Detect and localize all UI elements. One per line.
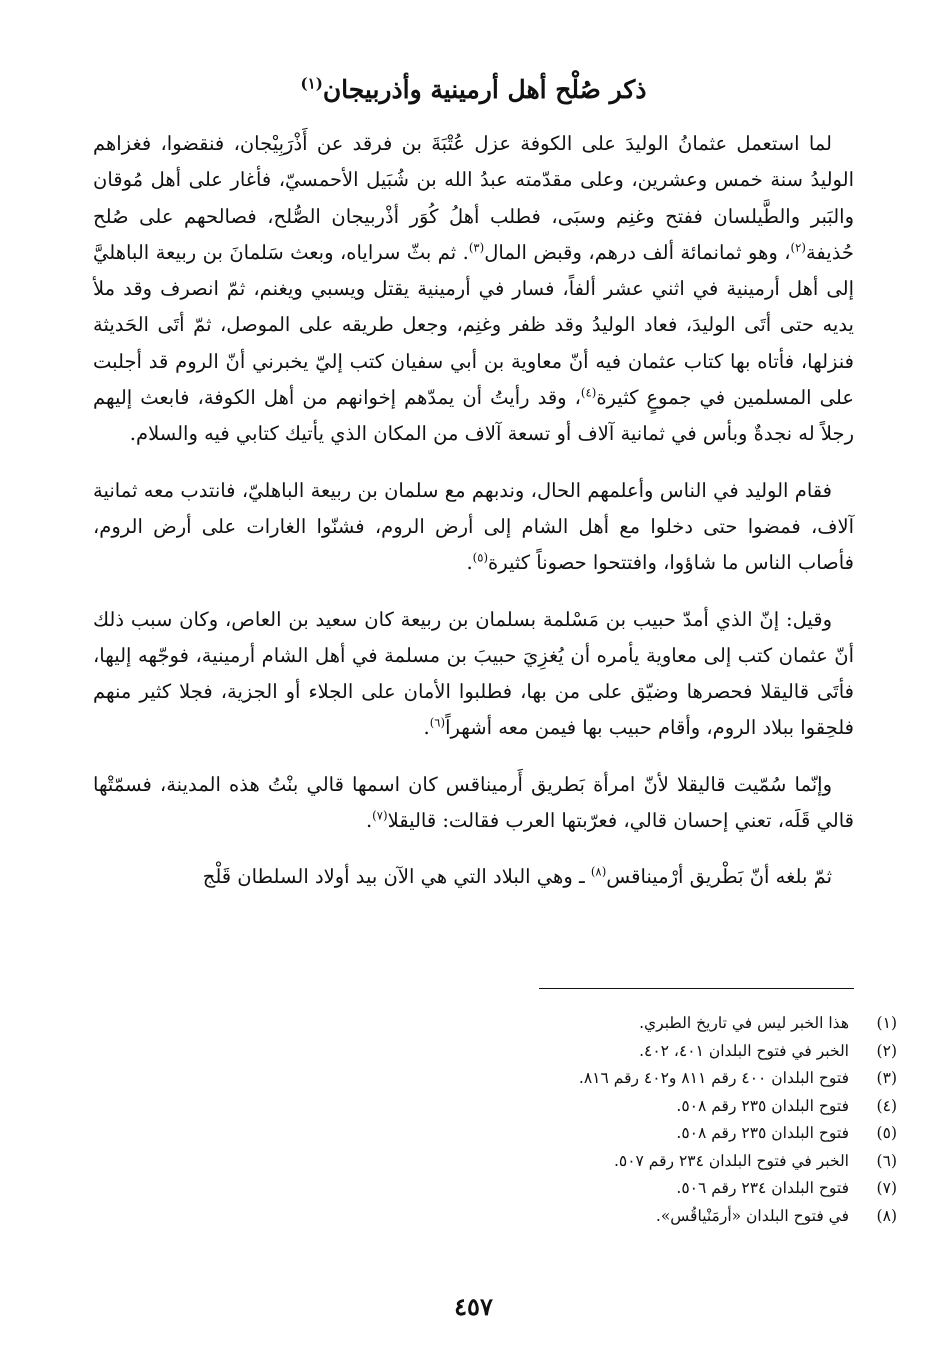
text-segment: ، وهو ثمانمائة ألف درهم، وقبض المال xyxy=(484,240,791,264)
text-segment: . ثم بثّ سراياه، وبعث سَلمانَ بن ربيعة الباهليَّ إلى أهل أرمينية في اثني عشر ألفاً، فسار في أرمينية يقتل ويسبي ويغنم، ثمّ انصرف وقد ملأ يديه حتى أتَى الوليدَ، فعاد الوليدُ وقد ظفر وغنِم، وجعل طريقه على الموصل، ثمّ أتَى الحَديثة فنزلها، فأتاه بها كتاب عثمان فيه أنّ معاوية بن أبي سفيان كتب إليّ يخبرني أنّ الروم قد أجلبت على المسلمين في جموعٍ كثيرة xyxy=(93,240,854,410)
paragraph xyxy=(93,473,854,582)
footnote-item xyxy=(93,1093,897,1121)
footnote-number: (٤) xyxy=(876,1096,897,1115)
paragraph xyxy=(93,602,854,747)
text-segment: وقيل: إنّ الذي أمدّ حبيب بن مَسْلمة بسلمان بن ربيعة كان سعيد بن العاص، وكان سبب ذلك أنّ عثمان كتب إلى معاوية يأمره أن يُغزِيَ حبيبَ بن مسلمة في أهل الشام أرمينية، فوجّهه إليها، فأتَى قاليقلا فحصرها وضيّق على من بها، فطلبوا الأمان على الجلاء أو الجزية، فجلا كثير منهم فلحِقوا ببلاد الروم، وأقام حبيب بها فيمن معه أشهراً xyxy=(93,607,854,740)
footnote-text: فتوح البلدان ٢٣٥ رقم ٥٠٨. xyxy=(676,1096,849,1115)
footnote-number: (٧) xyxy=(876,1179,897,1197)
footnote-marker: (٥) xyxy=(472,550,489,565)
paragraph xyxy=(93,859,854,895)
text-segment: وإنّما سُمّيت قاليقلا لأنّ امرأة بَطريق أَرميناقس كان اسمها قالي بنْتُ هذه المدينة، فسمّتْها قالي قَلَه، تعني إحسان قالي، فعرّبتها العرب فقالت: قاليقلا xyxy=(93,772,854,833)
body-text xyxy=(93,126,854,896)
footnote-number: (٦) xyxy=(876,1151,897,1170)
footnote-number: (٨) xyxy=(876,1206,897,1225)
text-segment: . xyxy=(365,809,373,833)
text-segment: ، وقد رأيتُ أن يمدّهم إخوانهم من أهل الكوفة، فابعث إليهم رجلاً له نجدةٌ وبأس في ثمانية آلاف أو تسعة آلاف من المكان الذي يأتيك كتابي فيه والسلام. xyxy=(93,386,854,446)
heading-footnote-marker: (١) xyxy=(300,74,323,93)
text-segment: ـ وهي البلاد التي هي الآن بيد أولاد السلطان قَلْج xyxy=(202,865,591,889)
footnote-item xyxy=(93,1175,897,1203)
footnote-number: (١) xyxy=(876,1014,897,1032)
footnote-marker: (٣) xyxy=(468,240,485,255)
text-segment: . xyxy=(423,716,430,740)
footnote-item xyxy=(93,1038,897,1066)
footnote-text: في فتوح البلدان «أرمَنْياقُس». xyxy=(655,1206,849,1225)
text-segment: . xyxy=(466,551,473,575)
footnote-marker: (٤) xyxy=(580,385,597,400)
footnote-item xyxy=(93,1120,897,1148)
footnotes-list xyxy=(93,1010,897,1230)
section-heading xyxy=(80,70,867,110)
text-segment: فقام الوليد في الناس وأعلمهم الحال، وندبهم مع سلمان بن ربيعة الباهليّ، فانتدب معه ثمانية آلاف، فمضوا حتى دخلوا مع أهل الشام إلى أرض الروم، فشنّوا الغارات على أرض الروم، فأصاب الناس ما شاؤوا، وافتتحوا حصوناً كثيرة xyxy=(93,478,854,575)
footnote-separator xyxy=(539,988,854,989)
footnote-marker: (٢) xyxy=(790,240,806,255)
text-segment: لما استعمل عثمانُ الوليدَ على الكوفة عزل عُتْبَةَ بن فرقد عن أَذْرَبِيْجان، فنقضوا، فغزاهم الوليدُ سنة خمس وعشرين، وعلى مقدّمته عبدُ الله بن شُبَيل الأحمسيّ، فأغار على أهل مُوقان والبَبر والطَّيلسان ففتح وغنِم وسبَى، فطلب أهلُ كُوَر أذْربيجان الصُّلح، فصالحهم على صُلح حُذيفة xyxy=(93,132,854,264)
paragraph xyxy=(93,126,854,453)
footnote-number: (٢) xyxy=(876,1041,897,1060)
heading-text: ذكر صُلْح أهل أرمينية وأذربيجان xyxy=(322,75,647,104)
footnote-item xyxy=(93,1148,897,1176)
footnote-marker: (٦) xyxy=(429,715,446,730)
footnote-text: هذا الخبر ليس في تاريخ الطبري. xyxy=(639,1014,849,1032)
footnote-number: (٣) xyxy=(876,1069,897,1087)
footnote-item xyxy=(93,1065,897,1093)
text-segment: ثمّ بلغه أنّ بَطْريق أرْميناقس xyxy=(606,865,832,889)
footnote-text: فتوح البلدان ٢٣٥ رقم ٥٠٨. xyxy=(676,1124,849,1142)
footnote-text: الخبر في فتوح البلدان ٤٠١، ٤٠٢. xyxy=(639,1041,849,1060)
footnote-number: (٥) xyxy=(876,1124,897,1142)
footnote-item xyxy=(93,1203,897,1231)
footnote-text: فتوح البلدان ٢٣٤ رقم ٥٠٦. xyxy=(676,1179,849,1197)
footnote-item xyxy=(93,1010,897,1038)
footnote-marker: (٨) xyxy=(590,864,607,879)
footnote-marker: (٧) xyxy=(372,808,388,823)
footnote-text: الخبر في فتوح البلدان ٢٣٤ رقم ٥٠٧. xyxy=(613,1151,849,1170)
paragraph xyxy=(93,767,854,840)
footnote-text: فتوح البلدان ٤٠٠ رقم ٨١١ و٤٠٢ رقم ٨١٦. xyxy=(578,1069,849,1087)
page-number: ٤٥٧ xyxy=(454,1292,493,1321)
